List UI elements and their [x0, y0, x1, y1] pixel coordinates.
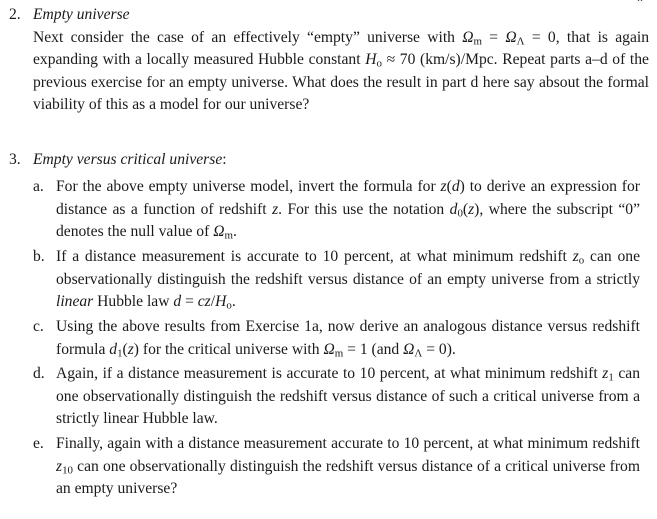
exercise-number: 2. — [9, 6, 21, 23]
list-item-b: b. If a distance measurement is accurate to 10 percent, at what minimum redshift $z_o$ can one observationally distinguish the redshift versus distance of an empty universe from a strictly linear Hubble law $d = cz/H_o$. — [33, 248, 641, 312]
list-item-c: c. Using the above results from Exercise 1a, now derive an analogous distance versus redshift formula $d_1(z)$ for the critical universe with $\Omega_m = 1$ (and $\Omega_\Lambda = 0$). — [33, 318, 640, 360]
exercise-title: Empty universe — [33, 6, 130, 23]
exercise-title: Empty versus critical universe: — [33, 151, 227, 168]
list-item-e: e. Finally, again with a distance measurement accurate to 10 percent, at what minimum redshift $z_{10}$ can one observationally distinguish the redshift versus distance of a critical universe from an empty universe? — [33, 435, 640, 498]
list-item-d: d. Again, if a distance measurement is accurate to 10 percent, at what minimum redshift $z_1$ can one observationally distinguish the redshift versus distance of such a critical universe from a strictly linear Hubble law. — [33, 365, 641, 428]
list-item-a: a. For the above empty universe model, invert the formula for z(d) to derive an expression for distance as a function of redshift z. For this use the notation $d_0(z)$, where the subscript “0” denotes the null value of $\Omega_m$. — [33, 178, 641, 242]
exercise-3 — [9, 149, 649, 172]
exercise-2 — [9, 4, 649, 117]
exercise-number: 3. — [9, 151, 21, 168]
exercise-body: Next consider the case of an effectively “empty” universe with $\Omega_m = \Omega_\Lambda = 0$, that is again expanding with a locally measured Hubble constant $H_o \approx 70$ (km/s)/Mpc. Repeat parts a–d of the previous exercise for an empty universe. What does the result in part d here say absout the formal viability of this as a model for our universe? — [33, 28, 650, 114]
